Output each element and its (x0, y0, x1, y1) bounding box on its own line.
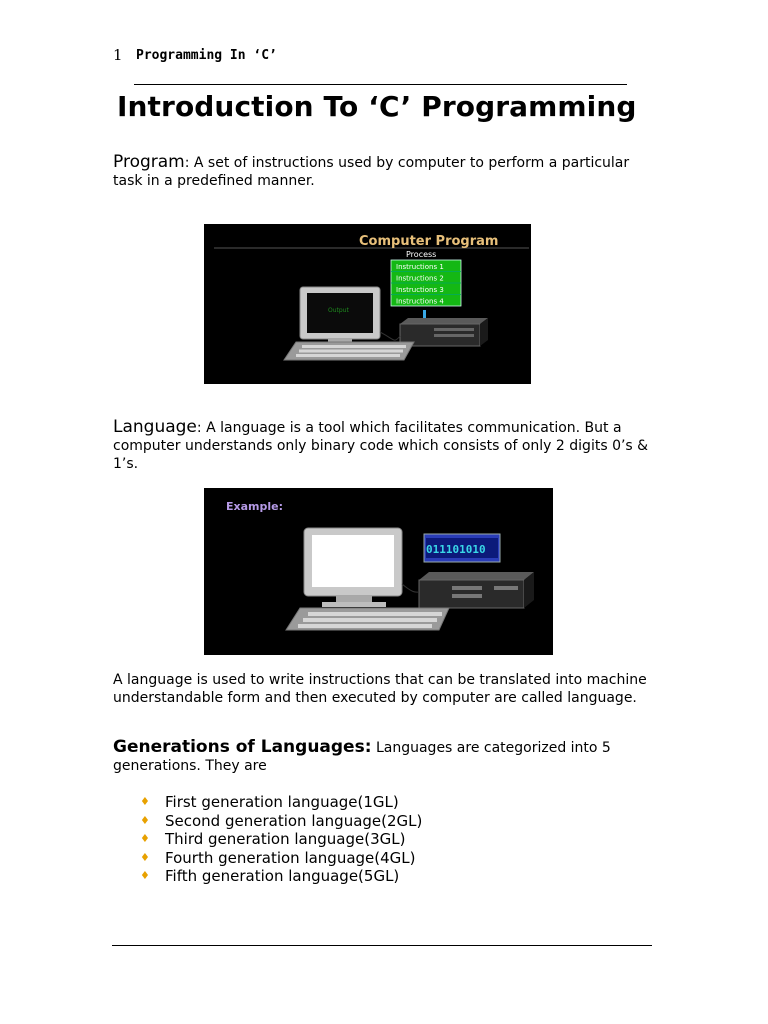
binary-example-figure (204, 488, 553, 655)
diamond-bullet-icon: ♦ (140, 813, 150, 827)
list-item (140, 812, 422, 831)
language-paragraph (113, 418, 658, 473)
monitor-icon (304, 528, 402, 607)
generations-paragraph (113, 738, 658, 775)
running-header: Programming In ‘C’ (136, 48, 277, 63)
process-label: Process (406, 250, 437, 259)
monitor-icon (300, 287, 380, 348)
instructions-box (391, 260, 461, 306)
list-item-text: First generation language(1GL) (165, 793, 399, 811)
diamond-bullet-icon: ♦ (140, 795, 150, 808)
program-paragraph (113, 153, 658, 190)
language-definition: : A language is a tool which facilitates communication. But a computer understands only binary code which consists of only 2 digits 0’s & 1’s. (113, 420, 649, 472)
list-item (140, 849, 422, 868)
program-definition: : A set of instructions used by computer to perform a particular task in a predefined manner. (113, 155, 630, 189)
instruction-4: Instructions 4 (396, 297, 444, 306)
binary-example-illustration (204, 488, 553, 655)
header-rule (134, 84, 627, 85)
list-item (140, 830, 422, 849)
diamond-bullet-icon: ♦ (140, 832, 150, 845)
example-label: Example: (226, 500, 283, 513)
program-term: Program (113, 152, 185, 172)
screen-output-text: Output (328, 307, 349, 314)
list-item-text: Fifth generation language(5GL) (165, 867, 400, 885)
keyboard-icon (284, 342, 414, 360)
instruction-1: Instructions 1 (396, 263, 444, 271)
list-item (140, 867, 422, 886)
diamond-bullet-icon: ♦ (140, 850, 150, 864)
footer-rule (112, 945, 652, 946)
binary-display (424, 534, 500, 562)
page-title: Introduction To ‘C’ Programming (117, 90, 637, 123)
keyboard-icon (286, 608, 449, 630)
language-use-paragraph: A language is used to write instructions that can be translated into machine understandable form and then executed by computer are called language. (113, 672, 647, 706)
computer-tower-icon (419, 572, 534, 608)
diamond-bullet-icon: ♦ (140, 869, 150, 882)
computer-program-figure (204, 224, 531, 384)
generations-definition: Languages are categorized into 5 generations. They are (113, 740, 611, 774)
instruction-2: Instructions 2 (396, 274, 444, 283)
computer-program-illustration (204, 224, 531, 384)
list-item-text: Fourth generation language(4GL) (165, 848, 416, 867)
list-item-text: Second generation language(2GL) (165, 811, 423, 830)
generations-term: Generations of Languages: (113, 737, 372, 757)
figure1-title: Computer Program (359, 234, 499, 249)
generations-list (140, 793, 422, 886)
binary-code: 011101010 (426, 543, 486, 556)
list-item (140, 793, 422, 812)
page-number: 1 (113, 46, 123, 64)
instruction-3: Instructions 3 (396, 286, 444, 294)
language-term: Language (113, 417, 197, 437)
list-item-text: Third generation language(3GL) (165, 830, 406, 848)
